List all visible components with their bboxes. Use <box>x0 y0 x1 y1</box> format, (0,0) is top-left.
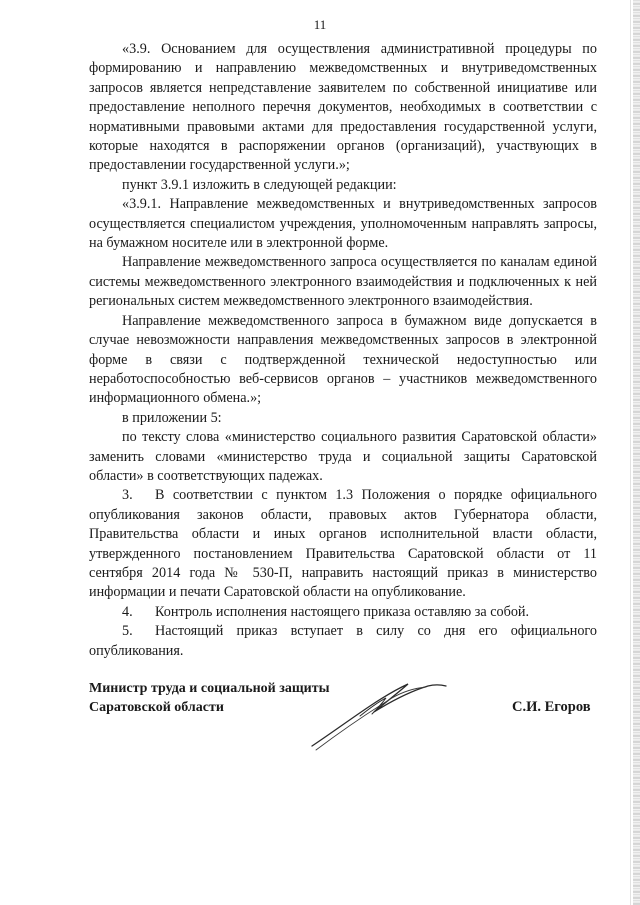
paragraph-3-9-1: «3.9.1. Направление межведомственных и внутриведомственных запросов осуществляется специалистом учреждения, уполномоченным направлять запросы, на бумажном носителе или в электронной форме. <box>89 196 597 252</box>
paragraph-paper-request: Направление межведомственного запроса в бумажном виде допускается в случае невозможности направления межведомственных запросов в электронной форме в связи с подтвержденной технической недоступностью или неработоспособностью веб-сервисов органов – участников межведомственного информационного обмена.»; <box>89 312 597 407</box>
item-number: 3. <box>122 487 133 504</box>
list-item <box>89 486 597 602</box>
item-text: Контроль исполнения настоящего приказа оставляю за собой. <box>155 603 530 620</box>
paragraph-instruction-3-9-1: пункт 3.9.1 изложить в следующей редакции: <box>122 176 397 193</box>
item-number: 4. <box>122 603 133 620</box>
scan-edge-line <box>630 0 631 905</box>
list-item <box>89 622 597 661</box>
item-text: В соответствии с пунктом 1.3 Положения о порядке официального опубликования законов области, правовых актов Губернатора области, Правительства области и иных органов исполнительной власти области, утвержденного постановлением Правительства Саратовской области от 11 сентября 2014 года № 530-П, направить настоящий приказ в министерство информации и печати Саратовской области на опубликование. <box>89 487 597 601</box>
paragraph-electronic-channels: Направление межведомственного запроса осуществляется по каналам единой системы межведомственного электронного взаимодействия и подключенных к ней региональных систем межведомственного электронного взаимодействия. <box>89 254 597 310</box>
item-text: Настоящий приказ вступает в силу со дня его официального опубликования. <box>89 623 597 659</box>
page-number: 11 <box>313 17 327 32</box>
paragraph-appendix-5: в приложении 5: <box>122 409 222 426</box>
signatory-title-line1: Министр труда и социальной защиты <box>89 681 330 696</box>
signatory-name: С.И. Егоров <box>512 699 591 715</box>
signatory-title <box>89 679 330 718</box>
document-body <box>89 40 597 661</box>
scan-edge <box>633 0 640 905</box>
paragraph-3-9: «3.9. Основанием для осуществления административной процедуры по формированию и направлению межведомственных и внутриведомственных запросов является непредставление заявителем по собственной инициативе или предоставление неполного перечня документов, необходимых в соответствии с нормативными правовыми актами для предоставления государственной услуги, которые находятся в распоряжении органов (организаций), участвующих в предоставлении государственной услуги.»; <box>89 41 597 174</box>
signatory-title-line2: Саратовской области <box>89 700 224 716</box>
list-item <box>89 603 597 622</box>
item-number: 5. <box>122 623 133 640</box>
paragraph-replace-words: по тексту слова «министерство социального развития Саратовской области» заменить словами «министерство труда и социальной защиты Саратовской области» в соответствующих падежах. <box>89 429 597 484</box>
handwritten-signature <box>300 668 450 758</box>
